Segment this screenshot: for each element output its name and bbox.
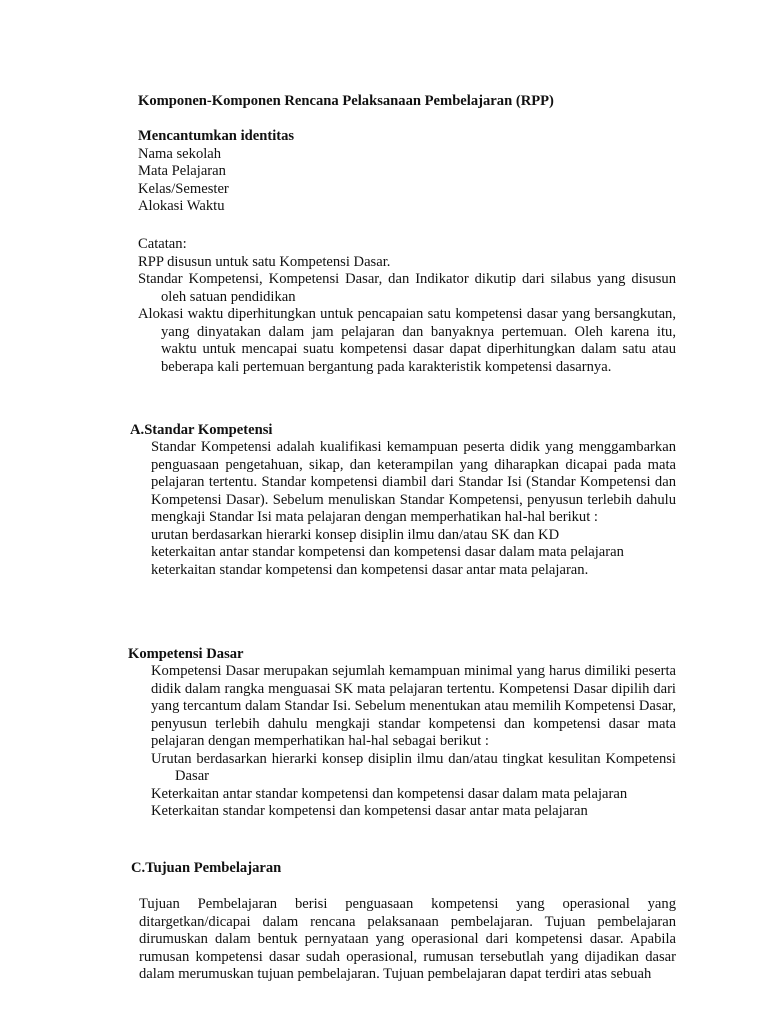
standar-kompetensi-section <box>151 439 676 579</box>
catatan-item: Alokasi waktu diperhitungkan untuk pencapaian satu kompetensi dasar yang bersangkutan, yang dinyatakan dalam jam pelajaran dan banyaknya pertemuan. Oleh karena itu, waktu untuk mencapai suatu kompetensi dasar dapat diperhitungkan dalam satu atau beberapa kali pertemuan bergantung pada karakteristik kompetensi dasarnya. <box>138 306 676 375</box>
identitas-item: Alokasi Waktu <box>138 198 225 214</box>
kompetensi-dasar-item: Urutan berdasarkan hierarki konsep disiplin ilmu dan/atau tingkat kesulitan Kompetensi Dasar <box>151 750 676 784</box>
tujuan-pembelajaran-heading: C.Tujuan Pembelajaran <box>131 860 282 876</box>
kompetensi-dasar-item: Keterkaitan antar standar kompetensi dan kompetensi dasar dalam mata pelajaran <box>151 785 628 802</box>
identitas-item: Mata Pelajaran <box>138 163 226 179</box>
document-title: Komponen-Komponen Rencana Pelaksanaan Pembelajaran (RPP) <box>138 93 554 109</box>
identitas-item: Nama sekolah <box>138 145 222 162</box>
catatan-item: RPP disusun untuk satu Kompetensi Dasar. <box>138 253 391 270</box>
kompetensi-dasar-heading: Kompetensi Dasar <box>128 646 244 662</box>
kompetensi-dasar-paragraph: Kompetensi Dasar merupakan sejumlah kemampuan minimal yang harus dimiliki peserta didik dalam rangka menguasai SK mata pelajaran tertentu. Kompetensi Dasar dipilih dari yang tercantum dalam Standar Isi. Sebelum menentukan atau memilih Kompetensi Dasar, penyusun terlebih dahulu mengkaji standar kompetensi dan kompetensi dasar mata pelajaran dengan memperhatikan hal-hal sebagai berikut : <box>151 663 676 749</box>
standar-kompetensi-heading: A.Standar Kompetensi <box>130 422 273 438</box>
catatan-section <box>138 236 676 376</box>
identitas-item: Kelas/Semester <box>138 180 229 197</box>
identitas-section <box>138 128 678 216</box>
catatan-item: Standar Kompetensi, Kompetensi Dasar, dan Indikator dikutip dari silabus yang disusun oleh satuan pendidikan <box>138 271 676 305</box>
tujuan-pembelajaran-paragraph: Tujuan Pembelajaran berisi penguasaan kompetensi yang operasional yang ditargetkan/dicapai dalam rencana pelaksanaan pembelajaran. Tujuan pembelajaran dirumuskan dalam bentuk pernyataan yang operasional dari kompetensi dasar. Apabila rumusan kompetensi dasar sudah operasional, rumusan tersebutlah yang dijadikan dasar dalam merumuskan tujuan pembelajaran. Tujuan pembelajaran dapat terdiri atas sebuah <box>139 896 676 982</box>
identitas-heading: Mencantumkan identitas <box>138 128 295 144</box>
standar-kompetensi-paragraph: Standar Kompetensi adalah kualifikasi kemampuan peserta didik yang menggambarkan penguasaan pengetahuan, sikap, dan keterampilan yang diharapkan dicapai pada mata pelajaran tertentu. Standar kompetensi diambil dari Standar Isi (Standar Kompetensi dan Kompetensi Dasar). Sebelum menuliskan Standar Kompetensi, penyusun terlebih dahulu mengkaji Standar Isi mata pelajaran dengan memperhatikan hal-hal berikut : <box>151 439 676 525</box>
standar-kompetensi-item: keterkaitan antar standar kompetensi dan kompetensi dasar dalam mata pelajaran <box>151 544 624 560</box>
kompetensi-dasar-item: Keterkaitan standar kompetensi dan kompetensi dasar antar mata pelajaran <box>151 803 588 819</box>
kompetensi-dasar-section <box>151 663 676 821</box>
standar-kompetensi-item: keterkaitan standar kompetensi dan kompetensi dasar antar mata pelajaran. <box>151 561 589 578</box>
standar-kompetensi-item: urutan berdasarkan hierarki konsep disiplin ilmu dan/atau SK dan KD <box>151 526 560 543</box>
catatan-label: Catatan: <box>138 236 187 252</box>
